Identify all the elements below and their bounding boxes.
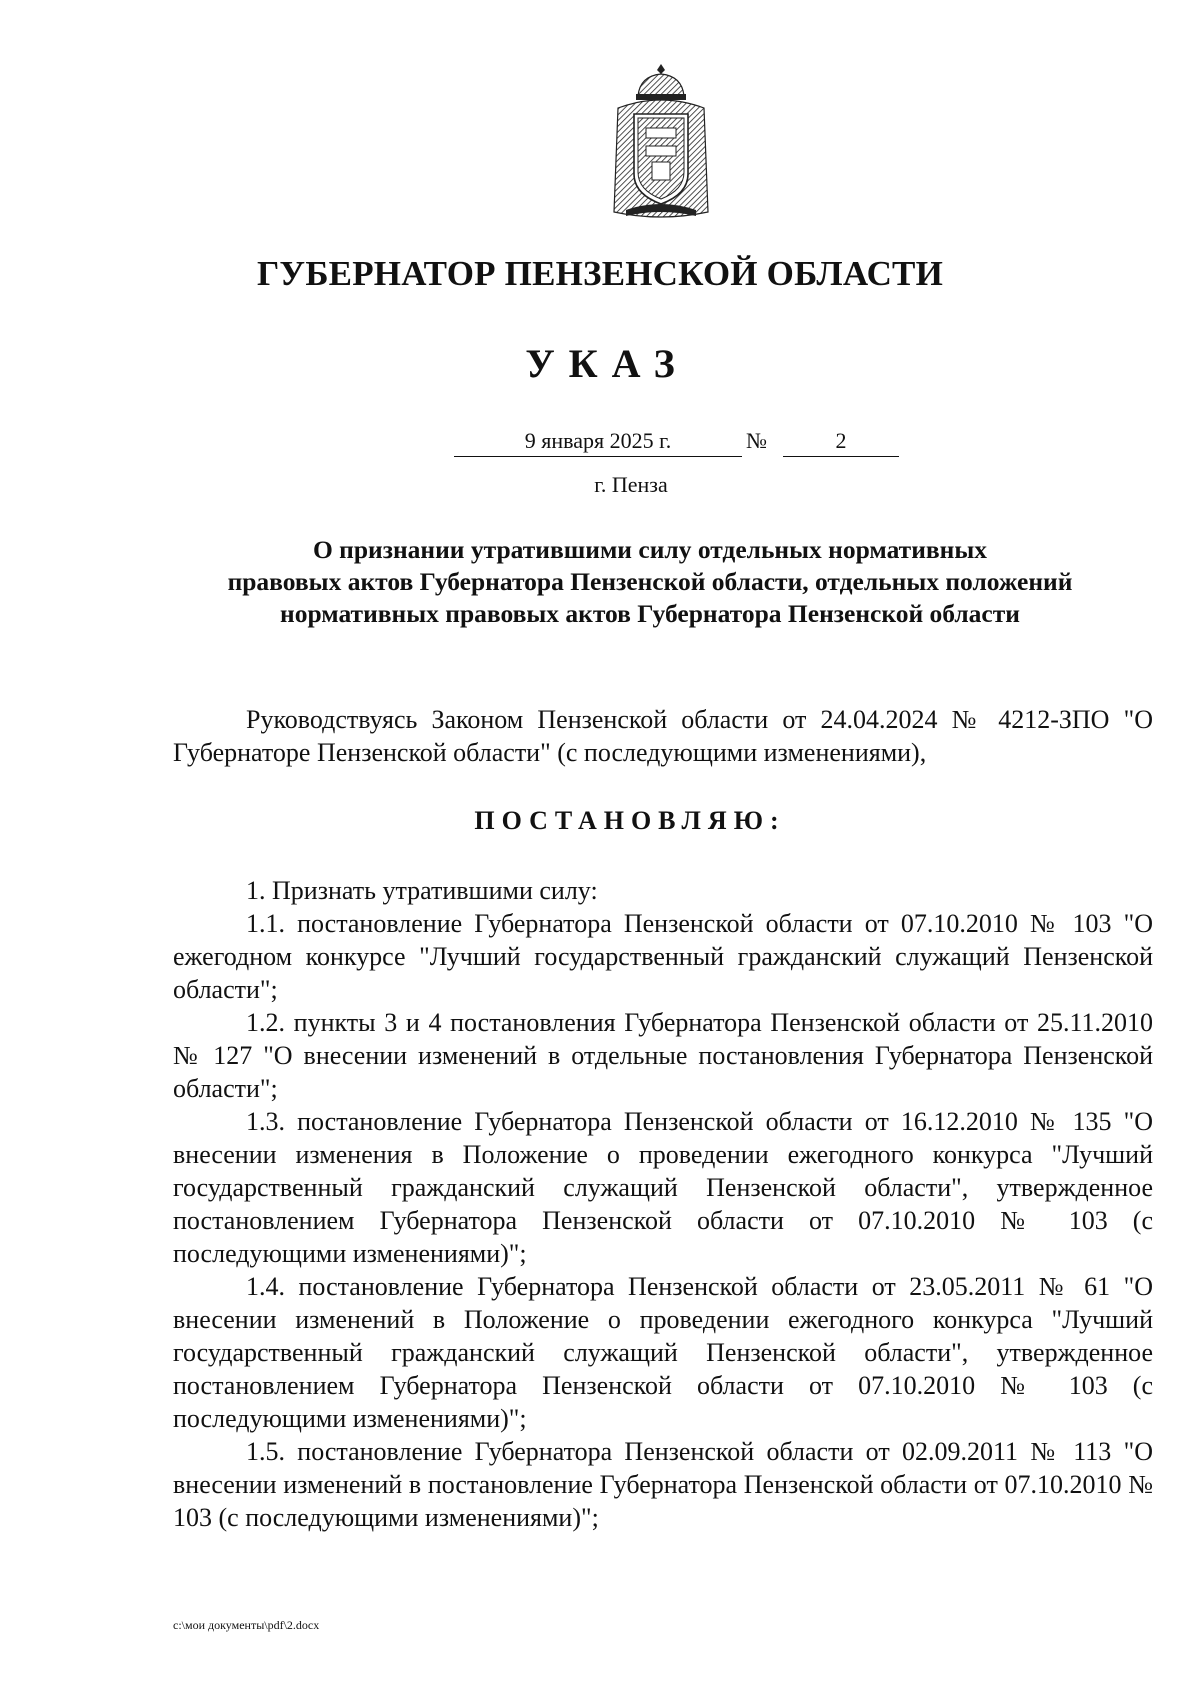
document-type: УКАЗ (525, 341, 689, 386)
preamble (173, 703, 1153, 769)
title-line: правовых актов Губернатора Пензенской области, отдельных положений (227, 567, 1073, 596)
issue-city: г. Пенза (594, 472, 668, 497)
document-number: 2 (783, 428, 899, 457)
file-path-footer: c:\мои документы\pdf\2.docx (173, 1618, 320, 1632)
list-item: 1.5. постановление Губернатора Пензенской области от 02.09.2011 № 113 "О внесении изменений в постановление Губернатора Пензенской области от 07.10.2010 № 103 (с последующими изменениями)"; (173, 1437, 1153, 1532)
title-line: нормативных правовых актов Губернатора Пензенской области (280, 599, 1020, 628)
decree-heading: ПОСТАНОВЛЯЮ: (474, 806, 786, 835)
list-item: 1. Признать утратившими силу: (246, 876, 598, 905)
document-title (170, 534, 1130, 630)
date-number-line (0, 428, 1200, 464)
decree-items (173, 874, 1153, 1534)
preamble-text: Руководствуясь Законом Пензенской области от 24.04.2024 № 4212-ЗПО "О Губернаторе Пензенской области" (с последующими изменениями), (173, 705, 1153, 767)
title-line: О признании утратившими силу отдельных нормативных (312, 535, 988, 564)
list-item: 1.1. постановление Губернатора Пензенской области от 07.10.2010 № 103 "О ежегодном конкурсе "Лучший государственный гражданский служащий Пензенской области"; (173, 909, 1153, 1004)
number-sign: № (746, 428, 767, 453)
list-item: 1.3. постановление Губернатора Пензенской области от 16.12.2010 № 135 "О внесении изменения в Положение о проведении ежегодного конкурса "Лучший государственный гражданский служащий Пензенской области", утвержденное постановлением Губернатора Пензенской области от 07.10.2010 № 103 (с последующими изменениями)"; (173, 1107, 1153, 1268)
list-item: 1.4. постановление Губернатора Пензенской области от 23.05.2011 № 61 "О внесении изменений в Положение о проведении ежегодного конкурса "Лучший государственный гражданский служащий Пензенской области", утвержденное постановлением Губернатора Пензенской области от 07.10.2010 № 103 (с последующими изменениями)"; (173, 1272, 1153, 1433)
coat-of-arms-icon (608, 62, 714, 222)
issuing-authority: ГУБЕРНАТОР ПЕНЗЕНСКОЙ ОБЛАСТИ (256, 254, 944, 293)
document-date: 9 января 2025 г. (454, 428, 742, 457)
list-item: 1.2. пункты 3 и 4 постановления Губернатора Пензенской области от 25.11.2010 № 127 "О внесении изменений в отдельные постановления Губернатора Пензенской области"; (173, 1008, 1153, 1103)
